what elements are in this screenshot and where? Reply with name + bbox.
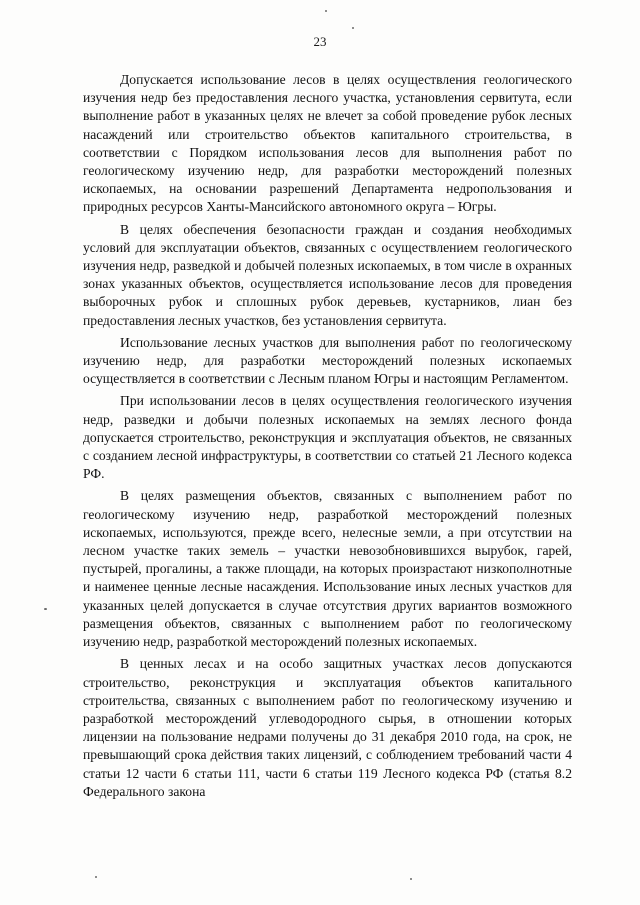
paragraph-geological-study-without-plot: Допускается использование лесов в целях осуществления геологического изучения недр без предоставления лесного участка, установления сервитута, если выполнение работ в указанных целях не влечет за собой проведение рубок лесных насаждений или строительство объектов капитального строительства, в соответствии с Порядком использования лесов для выполнения работ по геологическому изучению недр, для разработки месторождений полезных ископаемых, на основании разрешений Департамента недропользования и природных ресурсов Ханты-Мансийского автономного округа – Югры. bbox=[83, 72, 572, 215]
paragraph-valuable-forests: В ценных лесах и на особо защитных участках лесов допускаются строительство, реконструкция и эксплуатация объектов капитального строительства, связанных с выполнением работ по геологическому изучению и разработкой месторождений углеводородного сырья, в отношении которых лицензии на пользование недрами получены до 31 декабря 2010 года, на срок, не превышающий срока действия таких лицензий, с соблюдением требований части 4 статьи 12 части 6 статьи 111, части 6 статьи 119 Лесного кодекса РФ (статья 8.2 Федерального закона bbox=[83, 656, 572, 799]
scan-speck bbox=[352, 27, 354, 29]
paragraph-construction-permitted: При использовании лесов в целях осуществления геологического изучения недр, разведки и добычи полезных ископаемых на землях лесного фонда допускается строительство, реконструкция и эксплуатация объектов, не связанных с созданием лесной инфраструктуры, в соответствии со статьей 21 Лесного кодекса РФ. bbox=[83, 393, 572, 482]
page-number: 23 bbox=[313, 34, 327, 49]
scan-speck bbox=[95, 876, 97, 878]
paragraph-safety-logging: В целях обеспечения безопасности граждан и создания необходимых условий для эксплуатации объектов, связанных с осуществлением геологического изучения недр, разведкой и добычей полезных ископаемых, в том числе в охранных зонах указанных объектов, осуществляется использование лесов для проведения выборочных рубок и сплошных рубок деревьев, кустарников, лиан без предоставления лесных участков, без установления сервитута. bbox=[83, 221, 572, 328]
scan-speck bbox=[325, 10, 327, 12]
paragraph-forest-plan-compliance: Использование лесных участков для выполнения работ по геологическому изучению недр, для разработки месторождений полезных ископаемых осуществляется в соответствии с Лесным планом Югры и настоящим Регламентом. bbox=[83, 334, 572, 387]
scan-speck bbox=[410, 878, 412, 880]
paragraph-object-placement: В целях размещения объектов, связанных с выполнением работ по геологическому изучению недр, разработкой месторождений полезных ископаемых, используются, прежде всего, нелесные земли, а при отсутствии на лесном участке таких земель – участки невозобновившихся вырубок, гарей, пустырей, прогалины, а также площади, на которых произрастают низкополнотные и наименее ценные лесные насаждения. Использование иных лесных участков для указанных целей допускается в случае отсутствия других вариантов возможного размещения объектов, связанных с выполнением работ по геологическому изучению недр, разработкой месторождений полезных ископаемых. bbox=[83, 488, 572, 650]
document-body bbox=[83, 71, 572, 805]
scan-speck bbox=[44, 608, 47, 610]
